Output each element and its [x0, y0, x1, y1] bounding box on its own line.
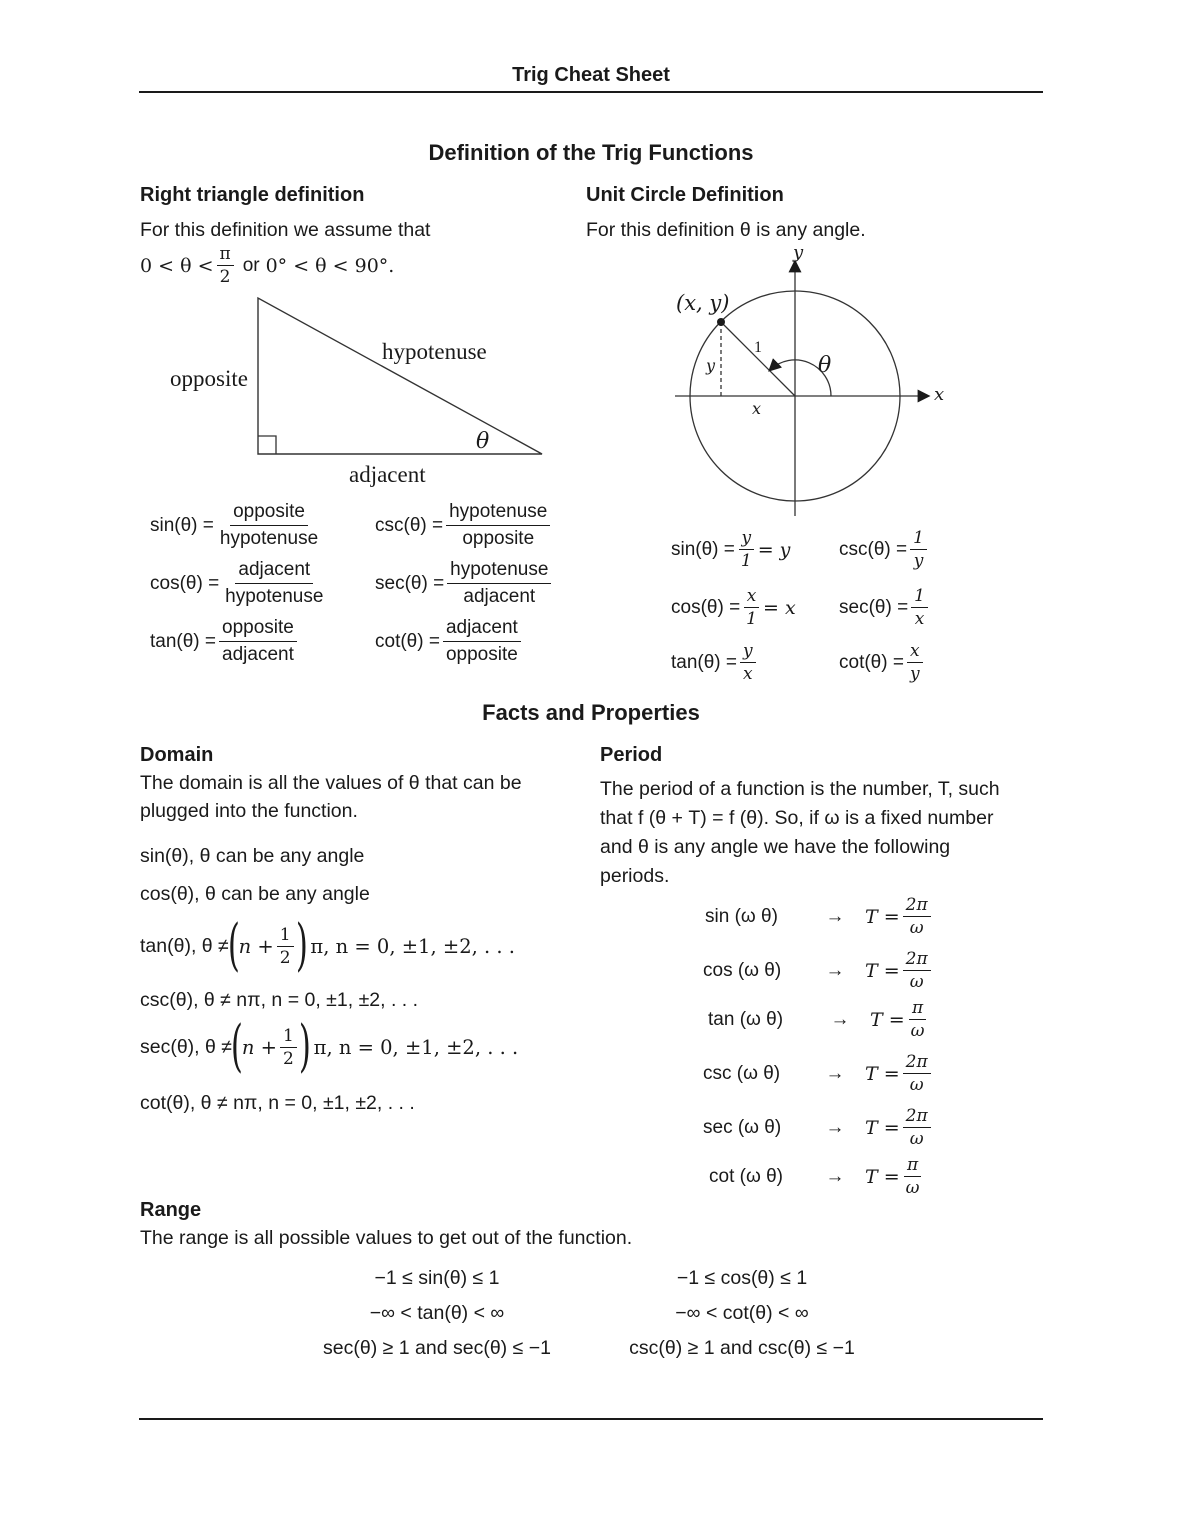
page-header: Trig Cheat Sheet [512, 64, 670, 86]
period-cos-row: cos (ω θ) → T = $\frac{2\pi}{\omega}$ [703, 949, 934, 992]
definitions-title: Definition of the Trig Functions [428, 140, 754, 165]
domain-sec: sec(θ), θ ≠ ( n + $\frac{1}{2}$ ) π, n = 0, ±1, ±2, . . . [140, 1014, 519, 1079]
domain-cos: cos(θ), θ can be any angle [140, 883, 370, 905]
rt-sec-formula: sec(θ) = $\frac{\text{hypotenuse}}{\text{adjacent}}$ [375, 558, 554, 609]
uc-sin-formula: sin(θ) = $\frac{y}{1}$ = y [671, 528, 791, 571]
range-intro: The range is all possible values to get out of the function. [140, 1227, 633, 1249]
period-tan-row: tan (ω θ) → T = $\frac{\pi}{\omega}$ [708, 998, 925, 1041]
header-rule [139, 91, 1043, 93]
period-line2: that f (θ + T) = f (θ). So, if ω is a fixed number [600, 807, 994, 829]
point-label: (x, y) [676, 291, 730, 315]
period-csc-row: csc (ω θ) → T = $\frac{2\pi}{\omega}$ [703, 1052, 934, 1095]
uc-sec-formula: sec(θ) = $\frac{1}{x}$ [839, 586, 931, 629]
theta-label: θ [476, 429, 490, 454]
range-cot: −∞ < cot(θ) < ∞ [675, 1302, 809, 1324]
uc-tan-formula: tan(θ) = $\frac{y}{x}$ [671, 641, 759, 684]
period-line4: periods. [600, 865, 670, 887]
rt-csc-formula: csc(θ) = $\frac{\text{hypotenuse}}{\text{opposite}}$ [375, 500, 553, 551]
opposite-label: opposite [170, 366, 248, 391]
period-heading: Period [600, 744, 663, 766]
unit-circle-heading: Unit Circle Definition [586, 184, 784, 206]
range-csc: csc(θ) ≥ 1 and csc(θ) ≤ −1 [629, 1337, 855, 1359]
domain-sin: sin(θ), θ can be any angle [140, 845, 365, 867]
rt-sin-formula: sin(θ) = $\frac{\text{opposite}}{\text{hypotenuse}}$ [150, 501, 319, 549]
adjacent-label: adjacent [349, 462, 426, 487]
period-sec-row: sec (ω θ) → T = $\frac{2\pi}{\omega}$ [703, 1106, 934, 1149]
domain-heading: Domain [140, 744, 214, 766]
domain-cot: cot(θ), θ ≠ nπ, n = 0, ±1, ±2, . . . [140, 1092, 415, 1114]
hypotenuse-label: hypotenuse [382, 339, 487, 364]
rt-cot-formula: cot(θ) = $\frac{\text{adjacent}}{\text{opposite}}$ [375, 616, 524, 667]
assumption-degrees: 0° < θ < 90°. [265, 254, 395, 277]
uc-cos-formula: cos(θ) = $\frac{x}{1}$ = x [671, 586, 796, 629]
period-line3: and θ is any angle we have the following [600, 836, 951, 858]
domain-intro-line2: plugged into the function. [140, 800, 358, 822]
domain-intro-line1: The domain is all the values of θ that can be [140, 772, 522, 794]
range-tan: −∞ < tan(θ) < ∞ [369, 1302, 505, 1324]
period-line1: The period of a function is the number, T, such [600, 778, 1000, 800]
assumption-range: 0 < θ < [140, 254, 214, 277]
radius-label: 1 [754, 339, 762, 356]
angle-assumption [140, 244, 394, 287]
theta-label: θ [818, 353, 832, 378]
x-segment-label: x [752, 399, 762, 418]
rt-cos-formula: cos(θ) = $\frac{\text{adjacent}}{\text{hypotenuse}}$ [150, 559, 324, 607]
assumption-or: or [242, 254, 260, 276]
period-cot-row: cot (ω θ) → T = $\frac{\pi}{\omega}$ [709, 1155, 920, 1198]
right-triangle-heading: Right triangle definition [140, 184, 365, 206]
right-triangle-intro: For this definition we assume that [140, 219, 431, 241]
uc-cot-formula: cot(θ) = $\frac{x}{y}$ [839, 641, 926, 684]
x-axis-label: x [934, 384, 945, 405]
unit-circle-diagram [660, 240, 960, 520]
uc-csc-formula: csc(θ) = $\frac{1}{y}$ [839, 528, 930, 571]
rt-tan-formula: tan(θ) = $\frac{\text{opposite}}{\text{adjacent}}$ [150, 616, 300, 667]
range-cos: −1 ≤ cos(θ) ≤ 1 [676, 1267, 808, 1289]
facts-title: Facts and Properties [482, 700, 700, 725]
range-sin: −1 ≤ sin(θ) ≤ 1 [374, 1267, 500, 1289]
range-sec: sec(θ) ≥ 1 and sec(θ) ≤ −1 [323, 1337, 551, 1359]
domain-csc: csc(θ), θ ≠ nπ, n = 0, ±1, ±2, . . . [140, 989, 419, 1011]
domain-tan: tan(θ), θ ≠ ( n + $\frac{1}{2}$ ) π, n = 0, ±1, ±2, . . . [140, 913, 515, 978]
right-triangle-diagram [140, 290, 580, 490]
footer-rule [139, 1418, 1043, 1420]
pi-over-two: $\frac{\pi}{2}$ [217, 244, 234, 287]
period-sin-row: sin (ω θ) → T = $\frac{2\pi}{\omega}$ [705, 895, 934, 938]
unit-circle-intro: For this definition θ is any angle. [586, 219, 866, 241]
y-segment-label: y [706, 356, 716, 375]
y-axis-label: y [793, 242, 804, 263]
range-heading: Range [140, 1199, 202, 1221]
